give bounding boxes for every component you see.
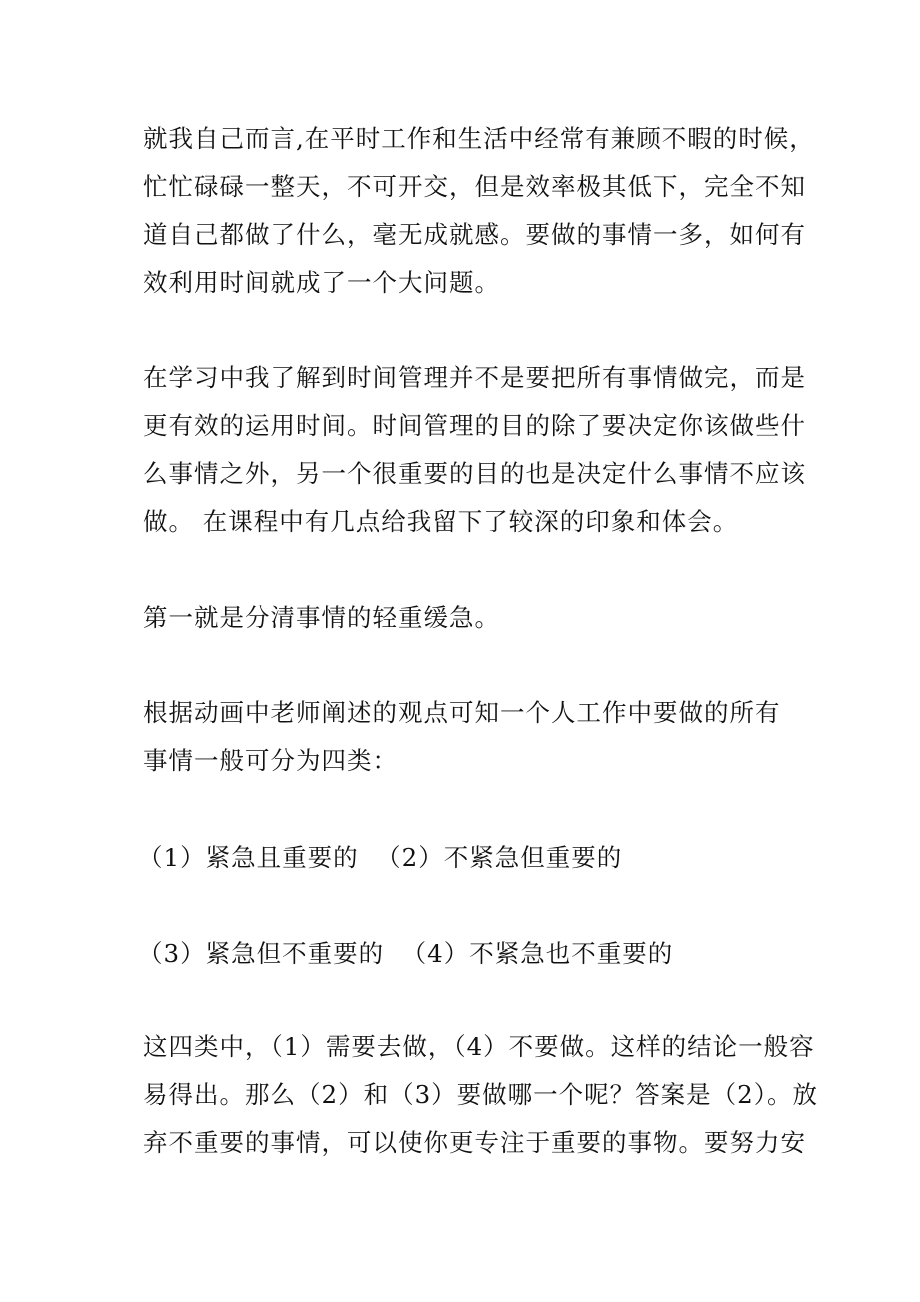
paragraph-5 <box>143 1023 819 1167</box>
paragraph-4-line-1: 根据动画中老师阐述的观点可知一个人工作中要做的所有 <box>143 698 781 727</box>
paragraph-4 <box>143 689 783 785</box>
paragraph-2 <box>143 354 806 546</box>
paragraph-5-line-2: 易得出。那么（2）和（3）要做哪一个呢？答案是（2）。放 <box>143 1080 819 1109</box>
paragraph-5-line-3: 弃不重要的事情，可以使你更专注于重要的事物。要努力安 <box>143 1128 806 1157</box>
paragraph-1-line-4: 效利用时间就成了一个大问题。 <box>143 268 500 297</box>
paragraph-1 <box>143 115 815 307</box>
paragraph-1-line-3: 道自己都做了什么，毫无成就感。要做的事情一多，如何有 <box>143 220 806 249</box>
category-row-2: （3）紧急但不重要的 （4）不紧急也不重要的 <box>138 939 674 968</box>
category-row-1: （1）紧急且重要的 （2）不紧急但重要的 <box>138 843 623 872</box>
paragraph-2-line-2: 更有效的运用时间。时间管理的目的除了要决定你该做些什 <box>143 411 806 440</box>
paragraph-2-line-1: 在学习中我了解到时间管理并不是要把所有事情做完，而是 <box>143 363 806 392</box>
paragraph-2-line-3: 么事情之外，另一个很重要的目的也是决定什么事情不应该 <box>143 459 806 488</box>
paragraph-1-line-2: 忙忙碌碌一整天，不可开交，但是效率极其低下，完全不知 <box>143 172 806 201</box>
paragraph-1-line-1: 就我自己而言,在平时工作和生活中经常有兼顾不暇的时候， <box>143 124 815 153</box>
paragraph-3: 第一就是分清事情的轻重缓急。 <box>143 603 500 632</box>
paragraph-2-line-4: 做。 在课程中有几点给我留下了较深的印象和体会。 <box>143 507 739 536</box>
paragraph-4-line-2: 事情一般可分为四类： <box>143 746 398 775</box>
paragraph-5-line-1: 这四类中，（1）需要去做，（4）不要做。这样的结论一般容 <box>143 1032 815 1061</box>
